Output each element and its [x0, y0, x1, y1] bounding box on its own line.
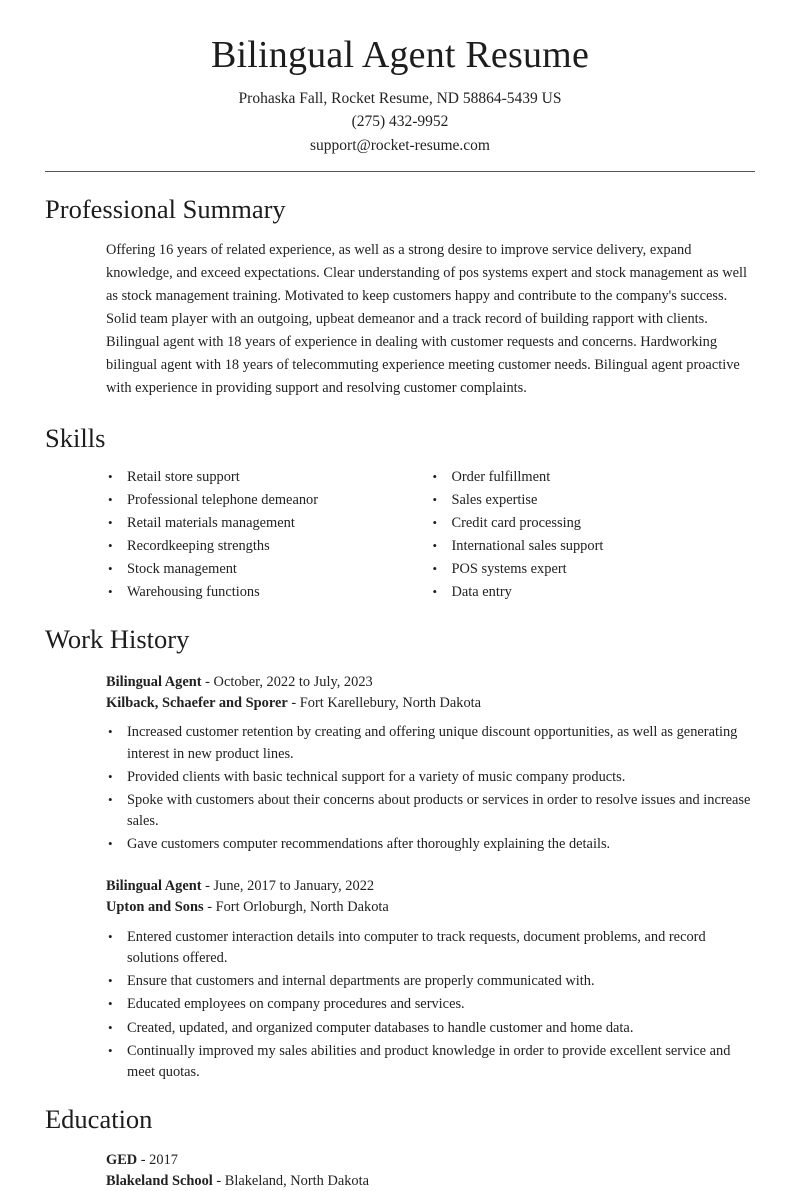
education-degree-line	[106, 1150, 755, 1171]
section-work-history	[45, 624, 755, 656]
resume-header	[0, 0, 800, 157]
page-title: Bilingual Agent Resume	[210, 34, 590, 76]
contact-email: support@rocket-resume.com	[310, 136, 490, 154]
job-responsibilities	[106, 722, 755, 855]
education-entry	[45, 1150, 755, 1191]
education-school: Blakeland School	[106, 1172, 213, 1189]
job-location: - Fort Orloburgh, North Dakota	[203, 899, 389, 916]
list-item: • Educated employees on company procedures and services.	[106, 994, 755, 1015]
job-company: Upton and Sons	[106, 899, 204, 916]
list-item: • Order fulfillment	[431, 468, 756, 487]
list-item: • Spoke with customers about their concerns about products or services in order to resolve issues and increase sales.	[106, 790, 755, 832]
summary-body	[45, 239, 755, 400]
section-heading-skills: Skills	[45, 423, 106, 454]
list-item: • Increased customer retention by creating and offering unique discount opportunities, as well as generating interest in new product lines.	[106, 722, 755, 764]
list-item: • Warehousing functions	[106, 583, 431, 602]
header-divider	[45, 171, 755, 172]
job-title-line	[106, 672, 755, 693]
job-location: - Fort Karellebury, North Dakota	[287, 694, 482, 711]
education-body	[45, 1150, 755, 1191]
list-item: • Retail materials management	[106, 514, 431, 533]
list-item: • Gave customers computer recommendations after thoroughly explaining the details.	[106, 834, 755, 855]
skills-list-right	[431, 468, 756, 602]
skills-list-left	[106, 468, 431, 602]
education-degree: GED	[106, 1151, 138, 1168]
section-education	[45, 1104, 755, 1136]
job-company-line	[106, 897, 755, 918]
contact-phone: (275) 432-9952	[351, 113, 449, 131]
work-entry	[45, 876, 755, 1083]
section-professional-summary	[45, 194, 755, 226]
job-dates: - June, 2017 to January, 2022	[201, 878, 375, 895]
list-item: • Sales expertise	[431, 491, 756, 510]
list-item: • Continually improved my sales abilities and product knowledge in order to provide excellent service and meet quotas.	[106, 1041, 755, 1083]
skills-body	[45, 468, 755, 606]
education-year: - 2017	[137, 1151, 178, 1168]
contact-address: Prohaska Fall, Rocket Resume, ND 58864-5439 US	[238, 89, 562, 107]
job-company-line	[106, 693, 755, 714]
list-item: • Entered customer interaction details into computer to track requests, document problems, and record solutions offered.	[106, 927, 755, 969]
education-location: - Blakeland, North Dakota	[212, 1172, 370, 1189]
list-item: • Credit card processing	[431, 514, 756, 533]
summary-text: Offering 16 years of related experience, as well as a strong desire to improve service delivery, expand knowledge, and exceed expectations. Clear understanding of pos systems expert and stock management as well as stock management training. Motivated to keep customers happy and contribute to the company's success. Solid team player with an outgoing, upbeat demeanor and a track record of building rapport with clients. Bilingual agent with 18 years of experience in dealing with customer requests and concerns. Hardworking bilingual agent with 18 years of telecommuting experience meeting customer needs. Bilingual agent proactive with experience in providing support and resolving customer complaints.	[106, 241, 747, 397]
list-item: • Professional telephone demeanor	[106, 491, 431, 510]
work-entry	[45, 672, 755, 856]
list-item: • POS systems expert	[431, 560, 756, 579]
list-item: • Data entry	[431, 583, 756, 602]
section-skills	[45, 423, 755, 455]
education-school-line	[106, 1171, 755, 1191]
list-item: • Provided clients with basic technical support for a variety of music company products.	[106, 767, 755, 788]
job-title-line	[106, 876, 755, 897]
section-heading-education: Education	[45, 1104, 153, 1135]
list-item: • Recordkeeping strengths	[106, 537, 431, 556]
skills-column-right	[431, 468, 756, 606]
skills-column-left	[106, 468, 431, 606]
job-responsibilities	[106, 927, 755, 1083]
list-item: • Stock management	[106, 560, 431, 579]
section-heading-work-history: Work History	[45, 624, 190, 655]
list-item: • Retail store support	[106, 468, 431, 487]
job-title: Bilingual Agent	[106, 673, 202, 690]
job-company: Kilback, Schaefer and Sporer	[106, 694, 288, 711]
job-dates: - October, 2022 to July, 2023	[201, 673, 373, 690]
job-title: Bilingual Agent	[106, 878, 202, 895]
list-item: • International sales support	[431, 537, 756, 556]
list-item: • Ensure that customers and internal departments are properly communicated with.	[106, 971, 755, 992]
section-heading-summary: Professional Summary	[45, 194, 286, 225]
list-item: • Created, updated, and organized computer databases to handle customer and home data.	[106, 1018, 755, 1039]
